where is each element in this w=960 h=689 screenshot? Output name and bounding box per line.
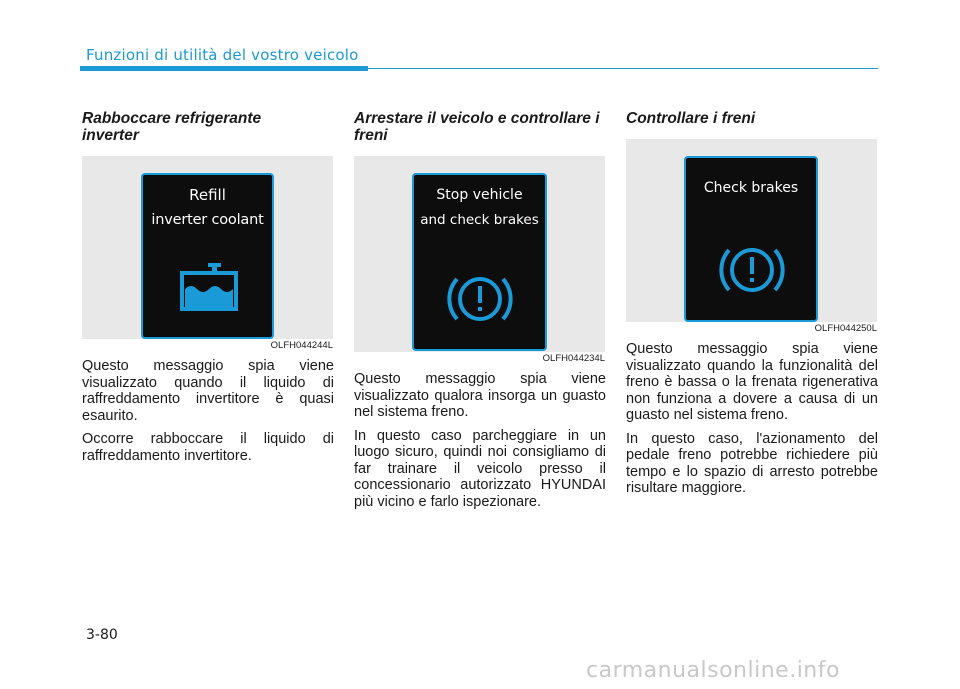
display-check-brakes: [684, 156, 818, 322]
figure-stop-vehicle: [354, 156, 605, 352]
image-code: OLFH044250L: [814, 323, 877, 334]
brake-warning-icon: [447, 271, 513, 327]
page-number: 3-80: [86, 627, 118, 643]
section-title: Funzioni di utilità del vostro veicolo: [86, 46, 359, 64]
heading-stop-vehicle: Arrestare il veicolo e controllare i freni: [354, 110, 600, 144]
figure-check-brakes: [626, 139, 877, 322]
header-bar-thin: [368, 68, 878, 69]
image-code: OLFH044244L: [270, 340, 333, 351]
heading-check-brakes: Controllare i freni: [626, 110, 756, 127]
coolant-tank-icon: [179, 261, 239, 311]
paragraph: In questo caso, l'azionamento del pedale freno potrebbe richiedere più tempo e lo spazio di arresto potrebbe risultare maggiore.: [626, 430, 878, 496]
paragraph: Questo messaggio spia viene visualizzato quando il liquido di raffreddamento invertitore è quasi esaurito.: [82, 358, 334, 424]
brake-warning-icon: [719, 242, 785, 298]
watermark: carmanualsonline.info: [586, 658, 840, 683]
paragraph: Questo messaggio spia viene visualizzato quando la funzionalità del freno è bassa o la frenata rigenerativa non funziona a dovere a causa di un guasto nel sistema freno.: [626, 341, 878, 423]
display-line-2: and check brakes: [420, 212, 539, 228]
paragraph: Occorre rabboccare il liquido di raffreddamento invertitore.: [82, 431, 334, 464]
display-stop-vehicle: [412, 173, 547, 351]
display-line-1: Check brakes: [703, 180, 799, 196]
figure-refill-coolant: [82, 156, 333, 339]
heading-refill-coolant: Rabboccare refrigerante inverter: [82, 110, 262, 144]
column-stop-vehicle: [354, 110, 606, 517]
display-line-2: inverter coolant: [151, 212, 264, 228]
paragraph: In questo caso parcheggiare in un luogo sicuro, quindi noi consigliamo di far trainare il veicolo presso il concessionario autorizzato HYUNDAI più vicino e farlo ispezionare.: [354, 427, 606, 510]
display-line-1: Refill: [189, 186, 226, 204]
image-code: OLFH044234L: [542, 353, 605, 364]
header-bar-thick: [80, 66, 368, 71]
display-refill-coolant: [141, 173, 274, 339]
column-refill-coolant: [82, 110, 334, 471]
column-check-brakes: [626, 110, 878, 504]
paragraph: Questo messaggio spia viene visualizzato qualora insorga un guasto nel sistema freno.: [354, 371, 606, 420]
display-line-1: Stop vehicle: [436, 187, 523, 203]
